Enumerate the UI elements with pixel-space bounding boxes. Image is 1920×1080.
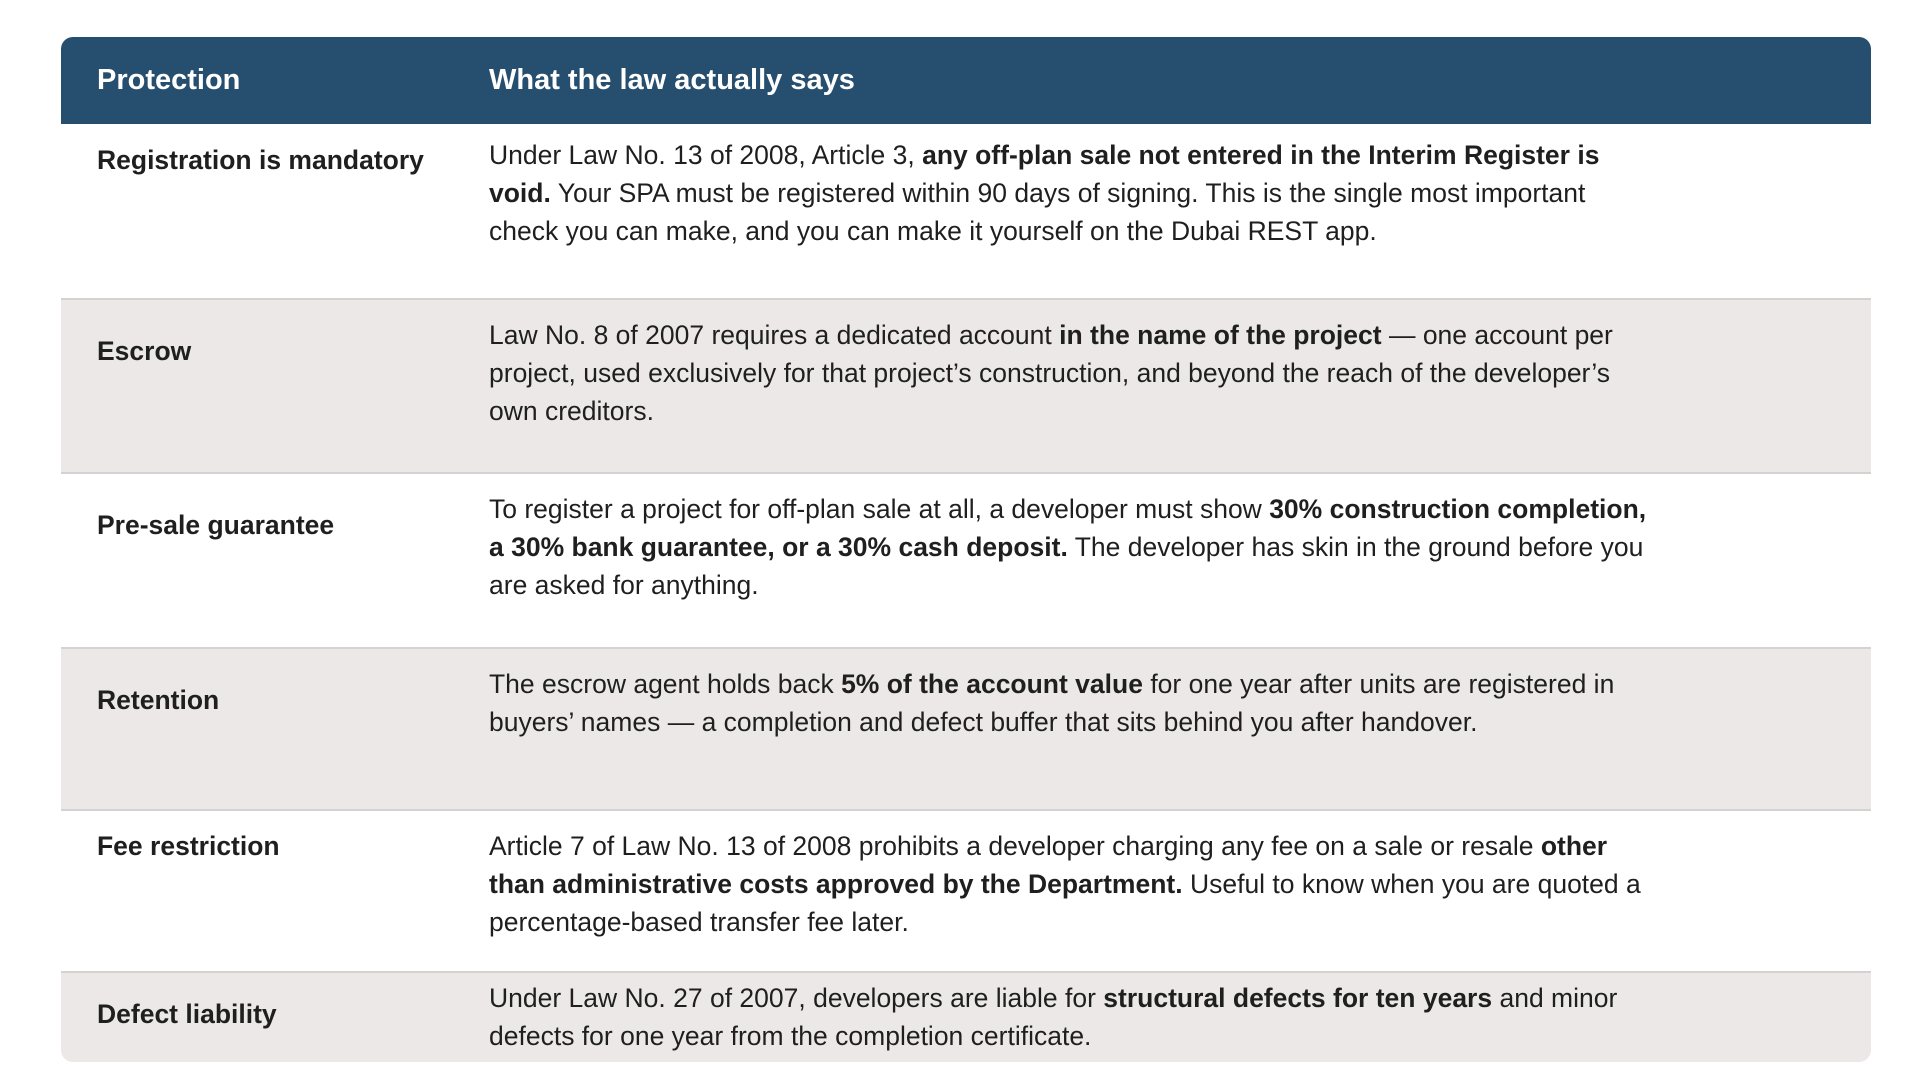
desc-text: To register a project for off-plan sale at all, a developer must show <box>489 494 1270 524</box>
desc-emphasis: 30% construction completion, a 30% bank guarantee, or a 30% cash deposit. <box>489 494 1647 562</box>
row-label-retention: Retention <box>61 648 489 810</box>
desc-text: for one year after units are registered in buyers’ names — a completion and defect buffer that sits behind you after handover. <box>489 669 1615 737</box>
desc-emphasis: any off-plan sale not entered in the Interim Register is void. <box>489 140 1600 208</box>
protections-table-grid <box>61 37 1871 1062</box>
desc-text: Under Law No. 27 of 2007, developers are liable for <box>489 983 1104 1013</box>
row-desc-registration <box>489 124 1871 299</box>
header-protection: Protection <box>61 37 489 124</box>
row-label-fee-restriction: Fee restriction <box>61 810 489 972</box>
desc-text: Law No. 8 of 2007 requires a dedicated account <box>489 320 1060 350</box>
table-row <box>61 473 1871 648</box>
desc-emphasis: other than administrative costs approved by the Department. <box>489 831 1608 899</box>
row-desc-defect-liability <box>489 972 1871 1062</box>
table-row <box>61 124 1871 299</box>
desc-text: The developer has skin in the ground before you are asked for anything. <box>489 532 1644 600</box>
table-row <box>61 648 1871 810</box>
row-label-pre-sale-guarantee: Pre-sale guarantee <box>61 473 489 648</box>
row-label-escrow: Escrow <box>61 299 489 473</box>
desc-text: Your SPA must be registered within 90 days of signing. This is the single most important check you can make, and you can make it yourself on the Dubai REST app. <box>489 178 1586 246</box>
table-row <box>61 810 1871 972</box>
protections-table <box>61 37 1871 1062</box>
desc-emphasis: in the name of the project <box>1059 320 1382 350</box>
table-row <box>61 972 1871 1062</box>
row-desc-retention <box>489 648 1871 810</box>
row-label-defect-liability: Defect liability <box>61 972 489 1062</box>
table-row <box>61 299 1871 473</box>
desc-emphasis: structural defects for ten years <box>1103 983 1493 1013</box>
desc-text: Useful to know when you are quoted a percentage-based transfer fee later. <box>489 869 1641 937</box>
desc-text: Under Law No. 13 of 2008, Article 3, <box>489 140 923 170</box>
desc-text: The escrow agent holds back <box>489 669 842 699</box>
desc-text: Article 7 of Law No. 13 of 2008 prohibits a developer charging any fee on a sale or resale <box>489 831 1541 861</box>
row-label-registration: Registration is mandatory <box>97 145 424 175</box>
desc-text: and minor defects for one year from the completion certificate. <box>489 983 1618 1051</box>
desc-emphasis: 5% of the account value <box>841 669 1143 699</box>
header-law-says: What the law actually says <box>489 37 1871 124</box>
row-desc-fee-restriction <box>489 810 1871 972</box>
row-desc-pre-sale-guarantee <box>489 473 1871 648</box>
desc-text: — one account per project, used exclusively for that project’s construction, and beyond the reach of the developer’s own creditors. <box>489 320 1613 426</box>
row-desc-escrow <box>489 299 1871 473</box>
header-row <box>61 37 1871 124</box>
table-body <box>61 124 1871 1062</box>
table-header <box>61 37 1871 124</box>
